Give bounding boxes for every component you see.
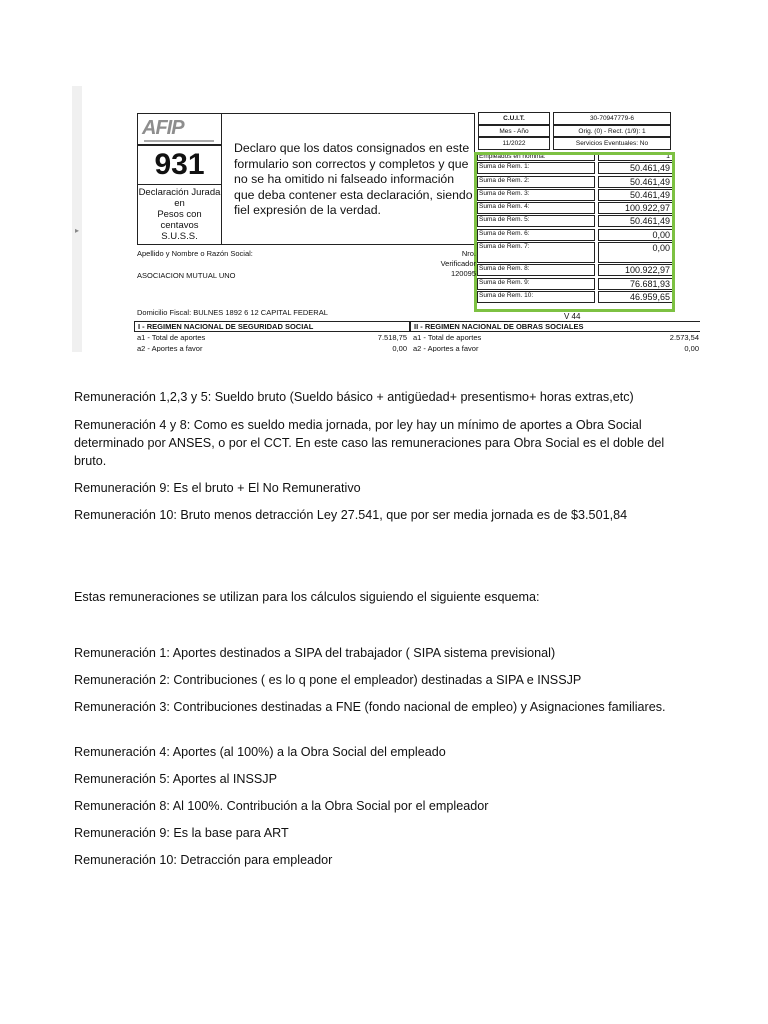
- highlight-frame: [474, 152, 675, 312]
- afip-logo-text: AFIP: [142, 117, 184, 139]
- afip-logo: [137, 113, 222, 145]
- image-left-bar: [72, 86, 82, 352]
- rem-row: Suma de Rem. 1: 50.461,49: [477, 162, 673, 174]
- section-2-title: II - REGIMEN NACIONAL DE OBRAS SOCIALES: [410, 321, 700, 332]
- rem-row: Suma de Rem. 5: 50.461,49: [477, 215, 673, 227]
- form-931-image: [72, 86, 700, 352]
- paragraph: Remuneración 9: Es la base para ART: [74, 826, 289, 840]
- rem-row: Suma de Rem. 2: 50.461,49: [477, 176, 673, 188]
- rem-row: Suma de Rem. 8: 100.922,97: [477, 264, 673, 276]
- verificador-block: Nro. Verificador 120095: [440, 249, 476, 278]
- regimen-sections: [134, 321, 700, 352]
- paragraph: Remuneración 10: Detracción para empleador: [74, 853, 333, 867]
- version-label: V 44: [564, 312, 581, 321]
- header-row-cuit: C.U.I.T. 30-70947779-6: [478, 112, 671, 125]
- header-row-mes: Mes - Año Orig. (0) - Rect. (1/9): 1: [478, 125, 671, 138]
- header-row-periodo: 11/2022 Servicios Eventuales: No: [478, 137, 671, 150]
- rem-row: Suma de Rem. 9: 76.681,93: [477, 278, 673, 290]
- rem-row: Suma de Rem. 10: 46.959,65: [477, 291, 673, 303]
- paragraph: Remuneración 9: Es el bruto + El No Remunerativo: [74, 481, 361, 495]
- rem-row: Suma de Rem. 4: 100.922,97: [477, 202, 673, 214]
- paragraph: Remuneración 2: Contribuciones ( es lo q pone el empleador) destinadas a SIPA e INSSJP: [74, 673, 582, 687]
- paragraph: Remuneración 1,2,3 y 5: Sueldo bruto (Sueldo básico + antigüedad+ presentismo+ horas extras,etc): [74, 390, 634, 404]
- form-subtitle: Declaración Jurada en Pesos con centavos S.U.S.S.: [137, 185, 222, 245]
- paragraph: Remuneración 1: Aportes destinados a SIPA del trabajador ( SIPA sistema previsional): [74, 646, 556, 660]
- paragraph: Remuneración 10: Bruto menos detracción Ley 27.541, que por ser media jornada es de $3.501,84: [74, 508, 628, 522]
- declaration-text: Declaro que los datos consignados en este formulario son correctos y completos y que no se ha omitido ni falseado información que deba contener esta declaración, siendo fiel expresión de la verdad.: [234, 141, 473, 217]
- domicilio-fiscal: Domicilio Fiscal: BULNES 1892 6 12 CAPITAL FEDERAL: [137, 308, 328, 317]
- razon-social: ASOCIACION MUTUAL UNO: [137, 271, 236, 280]
- paragraph: Estas remuneraciones se utilizan para los cálculos siguiendo el siguiente esquema:: [74, 590, 540, 604]
- paragraph: Remuneración 3: Contribuciones destinadas a FNE (fondo nacional de empleo) y Asignaciones familiares.: [74, 700, 666, 714]
- expand-arrow-icon[interactable]: ▸: [75, 226, 80, 235]
- apellido-label: Apellido y Nombre o Razón Social:: [137, 249, 253, 258]
- paragraph: Remuneración 8: Al 100%. Contribución a la Obra Social por el empleador: [74, 799, 489, 813]
- header-table: [478, 112, 671, 150]
- section-row: a1 - Total de aportes 7.518,75 a1 - Total de aportes 2.573,54: [137, 333, 699, 342]
- section-1-title: I - REGIMEN NACIONAL DE SEGURIDAD SOCIAL: [134, 321, 410, 332]
- rem-row: Suma de Rem. 7: 0,00: [477, 242, 673, 263]
- rem-row: Suma de Rem. 6: 0,00: [477, 229, 673, 241]
- rem-row: Empleados en nómina: 1: [477, 152, 673, 161]
- paragraph: Remuneración 4: Aportes (al 100%) a la Obra Social del empleado: [74, 745, 446, 759]
- rem-row: Suma de Rem. 3: 50.461,49: [477, 189, 673, 201]
- paragraph: Remuneración 5: Aportes al INSSJP: [74, 772, 278, 786]
- form-number: 931: [137, 145, 222, 185]
- section-row: a2 - Aportes a favor 0,00 a2 - Aportes a favor 0,00: [137, 344, 699, 352]
- paragraph: Remuneración 4 y 8: Como es sueldo media jornada, por ley hay un mínimo de aportes a Obra Social determinado por ANSES, o por el CCT. En este caso las remuneraciones para Obra Social es el doble del bruto.: [74, 418, 665, 468]
